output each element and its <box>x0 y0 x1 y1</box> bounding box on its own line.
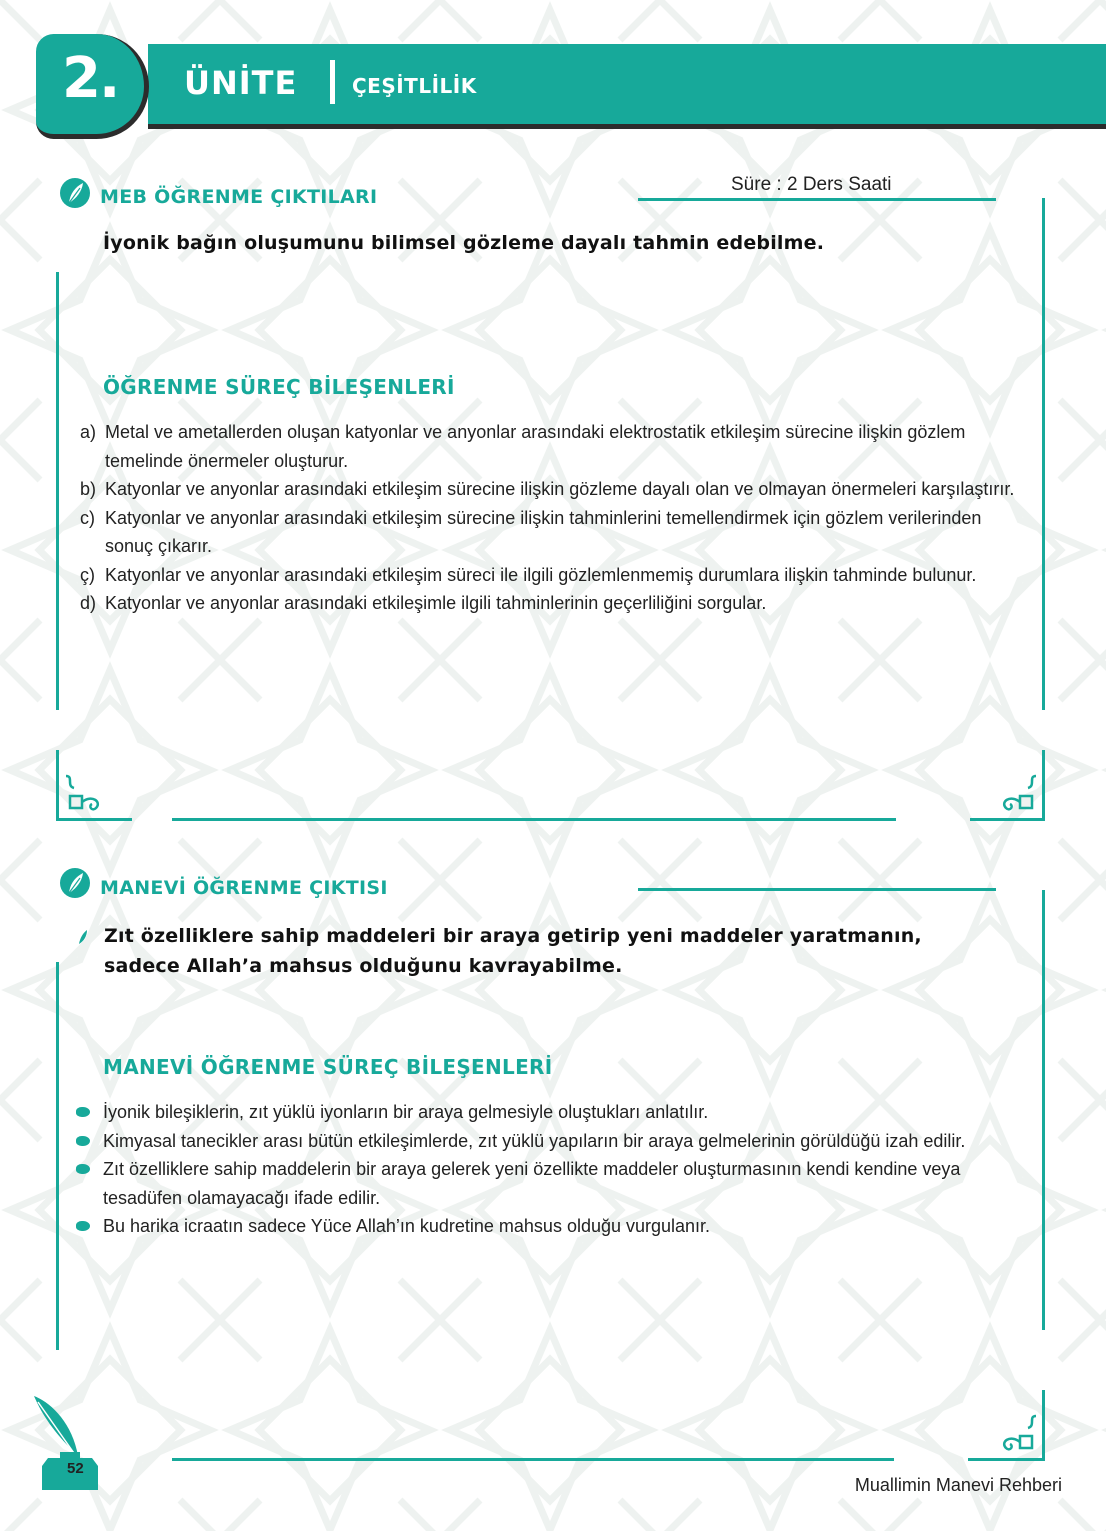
unit-number: 2. <box>62 46 119 111</box>
subtitle-surec: ÖĞRENME SÜREÇ BİLEŞENLERİ <box>103 375 455 399</box>
feather-icon <box>60 868 90 898</box>
list-item: a) Metal ve ametallerden oluşan katyonlar ve anyonlar arasındaki elektrostatik etkileşim sürecine ilişkin gözlem temelinde önermeler oluşturur. <box>80 422 966 471</box>
frame-left-line <box>56 962 59 1350</box>
list-item: b) Katyonlar ve anyonlar arasındaki etkileşim sürecine ilişkin gözleme dayalı olan ve olmayan önermeleri karşılaştırır. <box>80 479 1015 499</box>
bullet-icon <box>76 1221 90 1231</box>
manevi-outcome-line-1: Zıt özelliklere sahip maddeleri bir araya getirip yeni maddeler yaratmanın, <box>104 925 922 947</box>
unit-label: ÜNİTE <box>184 64 298 102</box>
frame-bottom-right <box>968 1458 1045 1461</box>
unit-topic: ÇEŞİTLİLİK <box>352 74 477 98</box>
subtitle-manevi-surec: MANEVİ ÖĞRENME SÜREÇ BİLEŞENLERİ <box>103 1055 553 1079</box>
ornament-left-icon <box>62 772 108 816</box>
manevi-outcome-line-2: sadece Allah’a mahsus olduğunu kavrayabilme. <box>104 955 623 977</box>
ornament-right-icon <box>994 772 1040 816</box>
frame-corner-right <box>1042 1390 1045 1460</box>
section-title-meb: MEB ÖĞRENME ÇIKTILARI <box>100 186 378 208</box>
ornament-right-icon <box>994 1412 1040 1456</box>
duration-text: Süre : 2 Ders Saati <box>731 174 892 195</box>
section-title-manevi: MANEVİ ÖĞRENME ÇIKTISI <box>100 877 388 899</box>
list-item: Kimyasal tanecikler arası bütün etkileşimlerde, zıt yüklü yapıların bir araya gelmelerinin görüldüğü izah edilir. <box>76 1127 976 1156</box>
list-item: Zıt özelliklere sahip maddelerin bir araya gelerek yeni özellikte maddeler oluşturmasının kendi kendine veya tesadüfen olamayacağı ifade edilir. <box>76 1155 976 1212</box>
meb-outcome: İyonik bağın oluşumunu bilimsel gözleme dayalı tahmin edebilme. <box>103 232 825 254</box>
book-title: Muallimin Manevi Rehberi <box>854 1475 1062 1495</box>
frame-bottom-left <box>56 818 132 821</box>
frame-bottom-right <box>970 818 1045 821</box>
frame-corner-right <box>1042 750 1045 820</box>
quill-inkpot-icon <box>28 1392 110 1492</box>
quill-icon <box>76 928 90 946</box>
feather-icon <box>60 178 90 208</box>
manevi-bullet-list <box>76 1098 976 1241</box>
process-list <box>80 418 1032 618</box>
frame-right-line <box>1042 890 1045 1330</box>
list-item: c) Katyonlar ve anyonlar arasındaki etkileşim sürecine ilişkin tahminlerini temellendirmek için gözlem verilerinden sonuç çıkarır. <box>80 507 982 556</box>
list-item: İyonik bileşiklerin, zıt yüklü iyonların bir araya gelmesiyle oluştukları anlatılır. <box>76 1098 976 1127</box>
title-underline <box>638 198 996 201</box>
bullet-icon <box>76 1107 90 1117</box>
frame-bottom-middle <box>172 1458 894 1461</box>
title-underline <box>638 888 996 891</box>
frame-bottom-middle <box>172 818 896 821</box>
page-number: 52 <box>67 1460 84 1477</box>
bullet-icon <box>76 1164 90 1174</box>
frame-corner-left <box>56 750 59 820</box>
bullet-icon <box>76 1136 90 1146</box>
frame-left-line <box>56 272 59 710</box>
list-item: Bu harika icraatın sadece Yüce Allah’ın kudretine mahsus olduğu vurgulanır. <box>76 1212 976 1241</box>
list-item: ç) Katyonlar ve anyonlar arasındaki etkileşim süreci ile ilgili gözlemlenmemiş durumlara ilişkin tahminde bulunur. <box>80 564 977 585</box>
header-divider <box>330 60 335 104</box>
list-item: d) Katyonlar ve anyonlar arasındaki etkileşimle ilgili tahminlerinin geçerliliğini sorgular. <box>80 593 767 613</box>
frame-right-line <box>1042 198 1045 710</box>
